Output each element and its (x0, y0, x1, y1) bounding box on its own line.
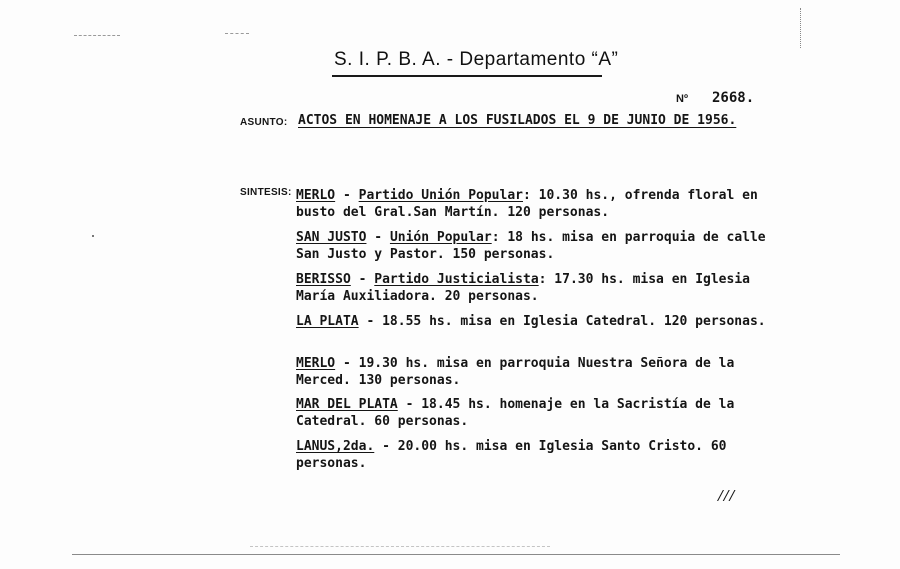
asunto-label: ASUNTO: (240, 117, 288, 128)
scan-artifact-dot (92, 235, 94, 237)
entry-place: SAN JUSTO (296, 230, 367, 245)
scan-artifact-top-2 (225, 33, 249, 34)
entry-body: - 20.00 hs. misa en Iglesia Santo Cristo. 60 personas. (296, 439, 727, 471)
entry-place: MAR DEL PLATA (296, 397, 398, 412)
document-number: 2668. (712, 90, 755, 106)
scan-artifact-bottom-2 (250, 546, 550, 547)
closing-mark: /// (718, 486, 736, 505)
entry-sep: - (335, 188, 359, 203)
sintesis-entry (296, 438, 776, 472)
scan-artifact-bottom (72, 554, 840, 555)
sintesis-entry (296, 313, 776, 330)
asunto-text: ACTOS EN HOMENAJE A LOS FUSILADOS EL 9 DE JUNIO DE 1956. (298, 113, 737, 128)
entry-body: - 19.30 hs. misa en parroquia Nuestra Señora de la Merced. 130 personas. (296, 356, 735, 388)
entry-place: LANUS,2da. (296, 439, 375, 454)
entry-sep: - (350, 272, 375, 287)
entry-body: : 17.30 hs. misa en Iglesia María Auxiliadora. 20 personas. (296, 272, 750, 304)
entry-place: LA PLATA (296, 314, 359, 329)
entry-place: MERLO (296, 356, 336, 371)
sintesis-entry (296, 187, 776, 221)
entry-body: - 18.55 hs. misa en Iglesia Catedral. 120 personas. (358, 314, 766, 329)
title-underline (332, 75, 602, 77)
scan-artifact-margin (800, 8, 801, 48)
sintesis-entry (296, 229, 776, 263)
sintesis-entry (296, 271, 776, 305)
entry-body: - 18.45 hs. homenaje en la Sacristía de la Catedral. 60 personas. (296, 397, 735, 429)
sintesis-label: SINTESIS: (240, 187, 292, 198)
entry-org: Unión Popular (389, 230, 492, 245)
sintesis-entry (296, 396, 776, 430)
entry-body: : 10.30 hs., ofrenda floral en busto del Gral.San Martín. 120 personas. (296, 188, 758, 220)
entry-org: Partido Justicialista (374, 272, 539, 287)
sintesis-entry (296, 355, 776, 389)
entry-place: BERISSO (296, 272, 351, 287)
document-title: S. I. P. B. A. - Departamento “A” (334, 49, 619, 70)
entry-org: Partido Unión Popular (358, 188, 523, 203)
document-number-label: Nº (676, 93, 688, 105)
entry-sep: - (366, 230, 390, 245)
entry-place: MERLO (296, 188, 336, 203)
entry-body: : 18 hs. misa en parroquia de calle San Justo y Pastor. 150 personas. (296, 230, 766, 262)
scan-artifact-top (74, 35, 120, 36)
